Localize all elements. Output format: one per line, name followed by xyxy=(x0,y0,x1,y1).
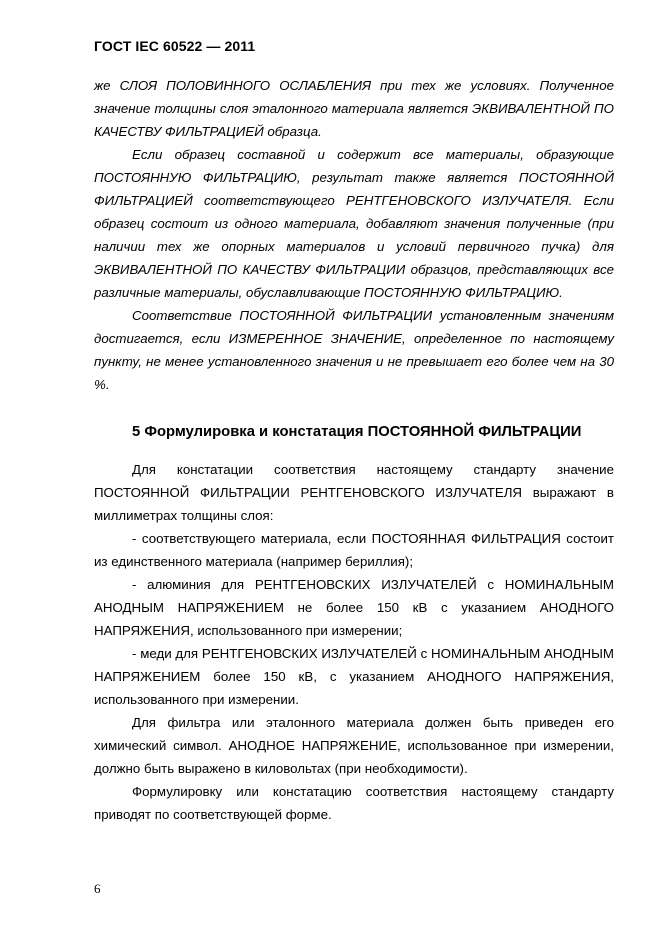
page-number: 6 xyxy=(94,881,101,896)
list-item: - меди для РЕНТГЕНОВСКИХ ИЗЛУЧАТЕЛЕЙ с НОМИНАЛЬНЫМ АНОДНЫМ НАПРЯЖЕНИЕМ более 150 кВ, с указанием АНОДНОГО НАПРЯЖЕНИЯ, использованного при измерении. xyxy=(94,646,614,707)
paragraph: же СЛОЯ ПОЛОВИННОГО ОСЛАБЛЕНИЯ при тех же условиях. Полученное значение толщины слоя эталонного материала является ЭКВИВАЛЕНТНОЙ ПО КАЧЕСТВУ ФИЛЬТРАЦИЕЙ образца. xyxy=(94,78,614,139)
section-heading: 5 Формулировка и констатация ПОСТОЯННОЙ ФИЛЬТРАЦИИ xyxy=(132,424,582,440)
standard-code-header: ГОСТ IEC 60522 — 2011 xyxy=(94,38,256,54)
list-item: - алюминия для РЕНТГЕНОВСКИХ ИЗЛУЧАТЕЛЕЙ с НОМИНАЛЬНЫМ АНОДНЫМ НАПРЯЖЕНИЕМ не более 150 кВ с указанием АНОДНОГО НАПРЯЖЕНИЯ, использованного при измерении; xyxy=(94,577,614,638)
italic-text-block xyxy=(94,74,614,396)
paragraph: Для констатации соответствия настоящему стандарту значение ПОСТОЯННОЙ ФИЛЬТРАЦИИ РЕНТГЕНОВСКОГО ИЗЛУЧАТЕЛЯ выражают в миллиметрах толщины слоя: xyxy=(94,462,614,523)
paragraph: Для фильтра или эталонного материала должен быть приведен его химический символ. АНОДНОЕ НАПРЯЖЕНИЕ, использованное при измерении, должно быть выражено в киловольтах (при необходимости). xyxy=(94,715,614,776)
paragraph: Если образец составной и содержит все материалы, образующие ПОСТОЯННУЮ ФИЛЬТРАЦИЮ, результат также является ПОСТОЯННОЙ ФИЛЬТРАЦИЕЙ соответствующего РЕНТГЕНОВСКОГО ИЗЛУЧАТЕЛЯ. Если образец состоит из одного материала, добавляют значения полученные (при наличии тех же опорных материалов и условий первичного пучка) для ЭКВИВАЛЕНТНОЙ ПО КАЧЕСТВУ ФИЛЬТРАЦИИ образцов, представляющих все различные материалы, обуславливающие ПОСТОЯННУЮ ФИЛЬТРАЦИЮ. xyxy=(94,147,614,300)
paragraph: Соответствие ПОСТОЯННОЙ ФИЛЬТРАЦИИ установленным значениям достигается, если ИЗМЕРЕННОЕ ЗНАЧЕНИЕ, определенное по настоящему пункту, не менее установленного значения и не превышает его более чем на 30 %. xyxy=(94,308,614,392)
paragraph: Формулировку или констатацию соответствия настоящему стандарту приводят по соответствующей форме. xyxy=(94,784,614,822)
section-body xyxy=(94,458,614,826)
list-item: - соответствующего материала, если ПОСТОЯННАЯ ФИЛЬТРАЦИЯ состоит из единственного материала (например бериллия); xyxy=(94,531,614,569)
